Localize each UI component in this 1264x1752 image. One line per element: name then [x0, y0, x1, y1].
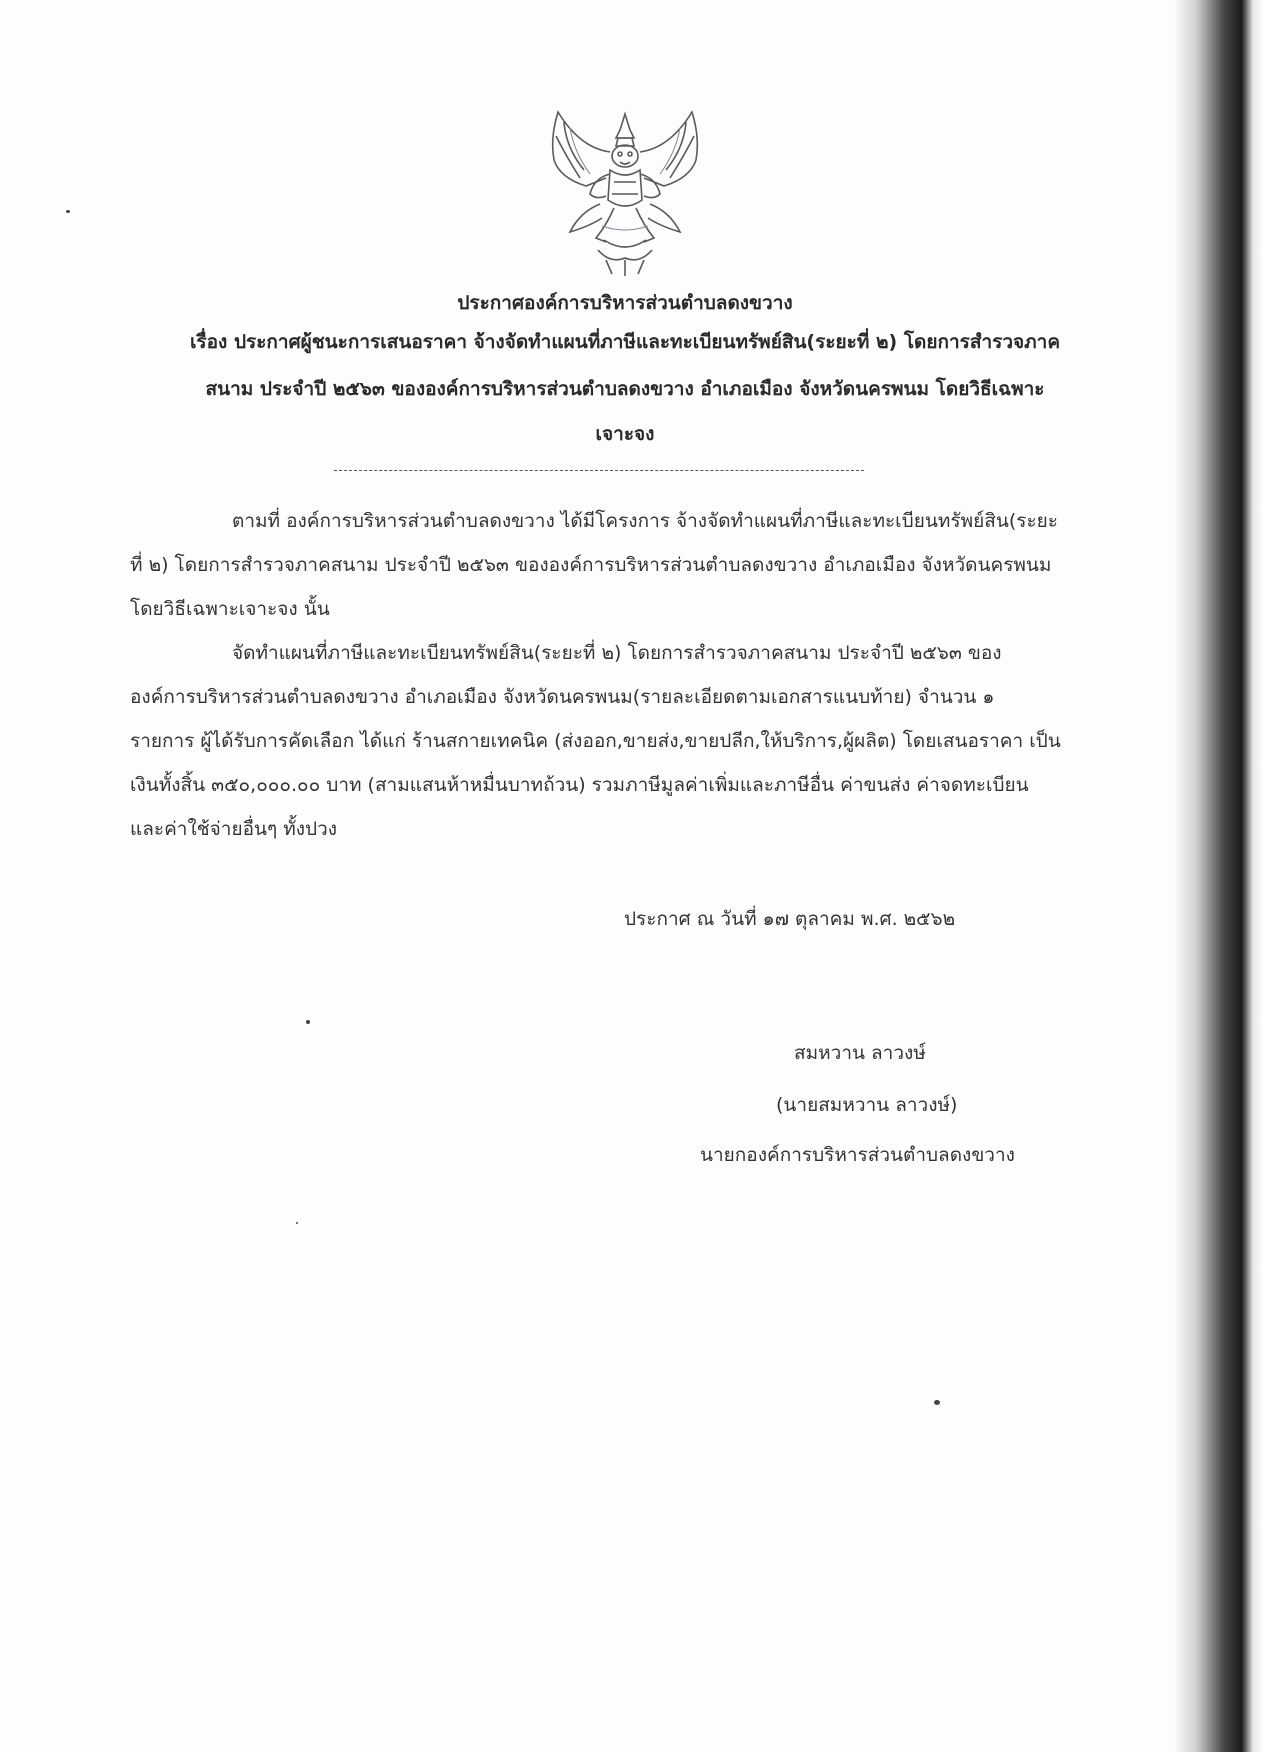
paragraph-1-line-1: ตามที่ องค์การบริหารส่วนตำบลดงขวาง ได้มีโครงการ จ้างจัดทำแผนที่ภาษีและทะเบียนทรัพย์สิน(ระยะ — [232, 510, 1058, 532]
paragraph-1-line-2: ที่ ๒) โดยการสำรวจภาคสนาม ประจำปี ๒๕๖๓ ขององค์การบริหารส่วนตำบลดงขวาง อำเภอเมือง จังหวัดนครพนม — [130, 554, 1052, 576]
paragraph-2-line-5: และค่าใช้จ่ายอื่นๆ ทั้งปวง — [130, 818, 338, 840]
announcement-subject-line-2: สนาม ประจำปี ๒๕๖๓ ขององค์การบริหารส่วนตำบลดงขวาง อำเภอเมือง จังหวัดนครพนม โดยวิธีเฉพาะ — [205, 378, 1045, 400]
announcement-subject-line-3: เจาะจง — [595, 423, 655, 445]
announcement-date: ประกาศ ณ วันที่ ๑๗ ตุลาคม พ.ศ. ๒๕๖๒ — [624, 908, 956, 930]
signatory-position: นายกองค์การบริหารส่วนตำบลดงขวาง — [700, 1144, 1015, 1166]
signed-name: สมหวาน ลาวงษ์ — [794, 1042, 926, 1064]
scan-edge-shadow — [1174, 0, 1264, 1752]
paragraph-2-line-1: จัดทำแผนที่ภาษีและทะเบียนทรัพย์สิน(ระยะที่ ๒) โดยการสำรวจภาคสนาม ประจำปี ๒๕๖๓ ของ — [232, 642, 1002, 664]
scan-speck — [306, 1020, 310, 1024]
announcement-subject-line-1: เรื่อง ประกาศผู้ชนะการเสนอราคา จ้างจัดทำแผนที่ภาษีและทะเบียนทรัพย์สิน(ระยะที่ ๒) โดยการสำรวจภาค — [189, 331, 1061, 353]
announcement-title: ประกาศองค์การบริหารส่วนตำบลดงขวาง — [457, 292, 793, 314]
dashed-divider — [334, 470, 864, 471]
paragraph-2-line-3: รายการ ผู้ได้รับการคัดเลือก ได้แก่ ร้านสกายเทคนิค (ส่งออก,ขายส่ง,ขายปลีก,ให้บริการ,ผู้ผลิต) โดยเสนอราคา เป็น — [130, 730, 1061, 752]
paragraph-2-line-4: เงินทั้งสิ้น ๓๕๐,๐๐๐.๐๐ บาท (สามแสนห้าหมื่นบาทถ้วน) รวมภาษีมูลค่าเพิ่มและภาษีอื่น ค่าขนส่ง ค่าจดทะเบียน — [130, 774, 1029, 796]
paragraph-1-line-3: โดยวิธีเฉพาะเจาะจง นั้น — [130, 598, 330, 620]
scan-speck — [934, 1400, 940, 1405]
scan-speck — [296, 1222, 298, 1224]
scan-speck — [66, 210, 70, 213]
garuda-emblem-icon — [540, 108, 710, 280]
printed-name: (นายสมหวาน ลาวงษ์) — [776, 1094, 958, 1116]
paragraph-2-line-2: องค์การบริหารส่วนตำบลดงขวาง อำเภอเมือง จังหวัดนครพนม(รายละเอียดตามเอกสารแนบท้าย) จำนวน ๑ — [130, 686, 995, 708]
